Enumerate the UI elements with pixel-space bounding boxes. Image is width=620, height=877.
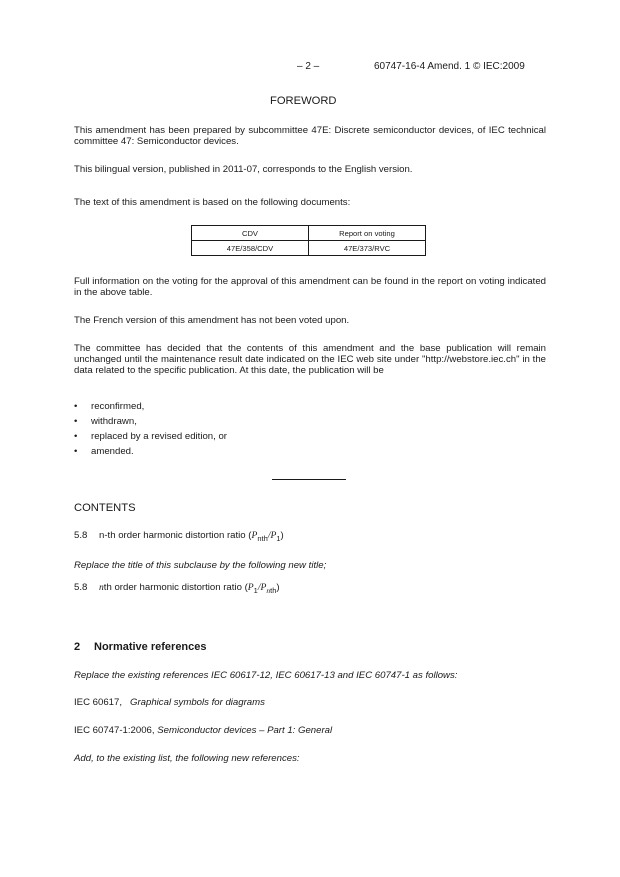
contents-item-new: 5.8 nth order harmonic distortion ratio $(P_1/P_{nth})$: [74, 582, 280, 595]
list-item-text: reconfirmed,: [91, 401, 145, 412]
section-number: 2: [74, 641, 81, 653]
page-number: – 2 –: [297, 61, 320, 72]
section-heading: [74, 641, 207, 653]
section-divider: [272, 479, 346, 480]
document-identifier: 60747-16-4 Amend. 1 © IEC:2009: [374, 61, 525, 72]
bullet-glyph: •: [74, 446, 78, 457]
add-references-instruction: Add, to the existing list, the following new references:: [74, 753, 300, 764]
bullet-glyph: •: [74, 401, 78, 412]
reference-entry: [74, 697, 265, 708]
list-item-text: amended.: [91, 446, 134, 457]
table-row: [192, 241, 426, 256]
table-header-cell: Report on voting: [309, 226, 426, 241]
foreword-title: FOREWORD: [270, 95, 337, 107]
list-item: [74, 401, 144, 412]
clause-number: 5.8: [74, 530, 88, 541]
list-item-text: replaced by a revised edition, or: [91, 431, 227, 442]
clause-number: 5.8: [74, 582, 88, 593]
reference-title: Graphical symbols for diagrams: [130, 697, 265, 708]
reference-entry: [74, 725, 332, 736]
bullet-glyph: •: [74, 431, 78, 442]
references-instruction: Replace the existing references IEC 60617-12, IEC 60617-13 and IEC 60747-1 as follows:: [74, 670, 458, 681]
list-item: [74, 416, 137, 427]
clause-title: n-th order harmonic distortion ratio (: [99, 530, 252, 541]
list-item: [74, 431, 227, 442]
table-cell: 47E/373/RVC: [309, 241, 426, 256]
reference-id: IEC 60617,: [74, 697, 123, 708]
list-item: [74, 446, 134, 457]
bullet-glyph: •: [74, 416, 78, 427]
table-header-row: [192, 226, 426, 241]
list-item-text: withdrawn,: [91, 416, 137, 427]
table-header-cell: CDV: [192, 226, 309, 241]
reference-id: IEC 60747-1:2006,: [74, 725, 155, 736]
foreword-paragraph-2: This bilingual version, published in 2011-07, corresponds to the English version.: [74, 164, 413, 175]
clause-title: th order harmonic distortion ratio (: [103, 582, 248, 593]
foreword-paragraph-5: The French version of this amendment has not been voted upon.: [74, 315, 350, 326]
math-expression: $P_{nth}/P_1$: [251, 530, 281, 543]
contents-item-old: 5.8 n-th order harmonic distortion ratio $(P_{nth}/P_1)$: [74, 530, 284, 543]
foreword-paragraph-6: The committee has decided that the contents of this amendment and the base publication will remain unchanged until the maintenance result date indicated on the IEC web site under "http://webstore.iec.ch" in the data related to the specific publication. At this date, the publication will be: [74, 343, 546, 377]
reference-title: Semiconductor devices – Part 1: General: [157, 725, 333, 736]
voting-documents-table: [191, 225, 426, 256]
contents-title: CONTENTS: [74, 502, 136, 514]
math-expression: $P_1/P_{nth}$: [247, 582, 277, 595]
replacement-instruction: Replace the title of this subclause by the following new title;: [74, 560, 327, 571]
foreword-paragraph-1: This amendment has been prepared by subcommittee 47E: Discrete semiconductor devices, of IEC technical committee 47: Semiconductor devices.: [74, 125, 546, 148]
foreword-paragraph-4: Full information on the voting for the approval of this amendment can be found in the report on voting indicated in the above table.: [74, 276, 546, 299]
math-n: n: [99, 582, 104, 593]
foreword-paragraph-3: The text of this amendment is based on the following documents:: [74, 197, 351, 208]
table-cell: 47E/358/CDV: [192, 241, 309, 256]
section-title: Normative references: [94, 641, 207, 653]
